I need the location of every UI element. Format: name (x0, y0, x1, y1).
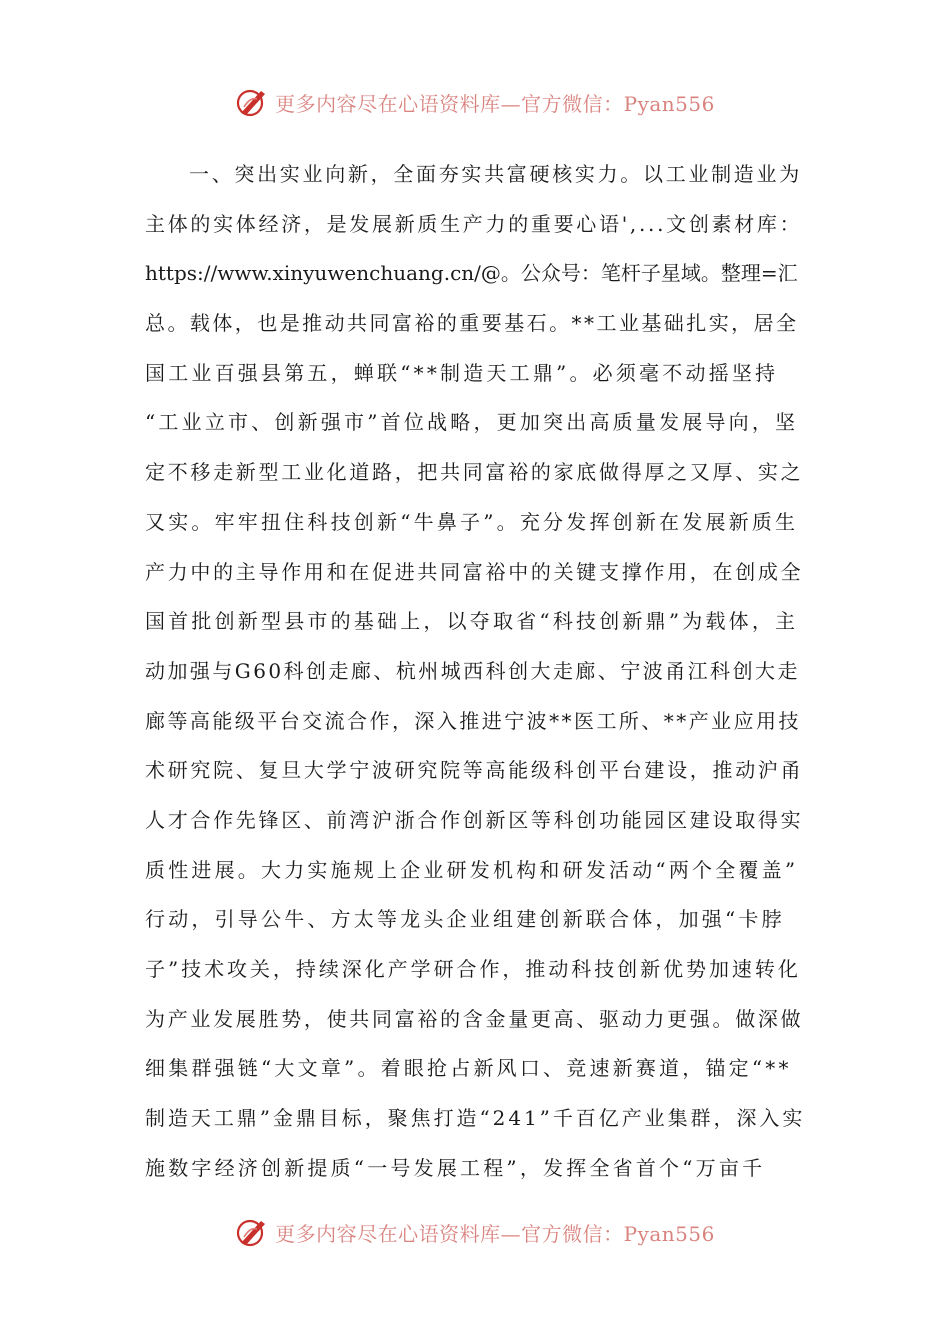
pen-logo-icon (235, 85, 269, 119)
body-line: 国工业百强县第五，蝉联“**制造天工鼎”。必须毫不动摇坚持 (145, 360, 779, 385)
body-line: 质性进展。大力实施规上企业研发机构和研发活动“两个全覆盖” (145, 857, 799, 882)
body-line: 为产业发展胜势，使共同富裕的含金量更高、驱动力更强。做深做 (145, 1006, 804, 1031)
body-line: 又实。牢牢扭住科技创新“牛鼻子”。充分发挥创新在发展新质生 (145, 509, 799, 534)
pen-logo-icon (235, 1215, 269, 1249)
body-line: 施数字经济创新提质“一号发展工程”，发挥全省首个“万亩千 (145, 1155, 766, 1180)
body-line: “工业立市、创新强市”首位战略，更加突出高质量发展导向，坚 (145, 410, 799, 435)
body-line: 总。载体，也是推动共同富裕的重要基石。**工业基础扎实，居全 (145, 311, 799, 336)
body-line: https://www.xinyuwenchuang.cn/@。公众号：笔杆子星域。整理=汇 (145, 261, 798, 286)
body-line: 定不移走新型工业化道路，把共同富裕的家底做得厚之又厚、实之 (145, 460, 804, 485)
body-line: 国首批创新型县市的基础上，以夺取省“科技创新鼎”为载体，主 (145, 609, 799, 634)
footer-banner (0, 1212, 950, 1252)
body-text (145, 150, 805, 1193)
body-line: 一、突出实业向新，全面夯实共富硬核实力。以工业制造业为 (189, 162, 802, 186)
body-line: 动加强与G60科创走廊、杭州城西科创大走廊、宁波甬江科创大走 (145, 658, 800, 683)
body-line: 细集群强链“大文章”。着眼抢占新风口、竞速新赛道，锚定“** (145, 1056, 792, 1081)
body-line: 主体的实体经济，是发展新质生产力的重要心语',...文创素材库： (145, 211, 803, 236)
header-banner-text: 更多内容尽在心语资料库—官方微信：Pyan556 (275, 91, 715, 116)
body-line: 廊等高能级平台交流合作，深入推进宁波**医工所、**产业应用技 (145, 708, 801, 733)
body-line: 产力中的主导作用和在促进共同富裕中的关键支撑作用，在创成全 (145, 559, 804, 584)
body-line: 制造天工鼎”金鼎目标，聚焦打造“241”千百亿产业集群，深入实 (145, 1106, 806, 1131)
header-banner (0, 82, 950, 122)
body-line: 术研究院、复旦大学宁波研究院等高能级科创平台建设，推动沪甬 (145, 758, 804, 783)
body-line: 人才合作先锋区、前湾沪浙合作创新区等科创功能园区建设取得实 (145, 807, 804, 832)
footer-banner-text: 更多内容尽在心语资料库—官方微信：Pyan556 (275, 1221, 715, 1246)
body-line: 行动，引导公牛、方太等龙头企业组建创新联合体，加强“卡脖 (145, 907, 785, 932)
body-line: 子”技术攻关，持续深化产学研合作，推动科技创新优势加速转化 (145, 957, 801, 981)
